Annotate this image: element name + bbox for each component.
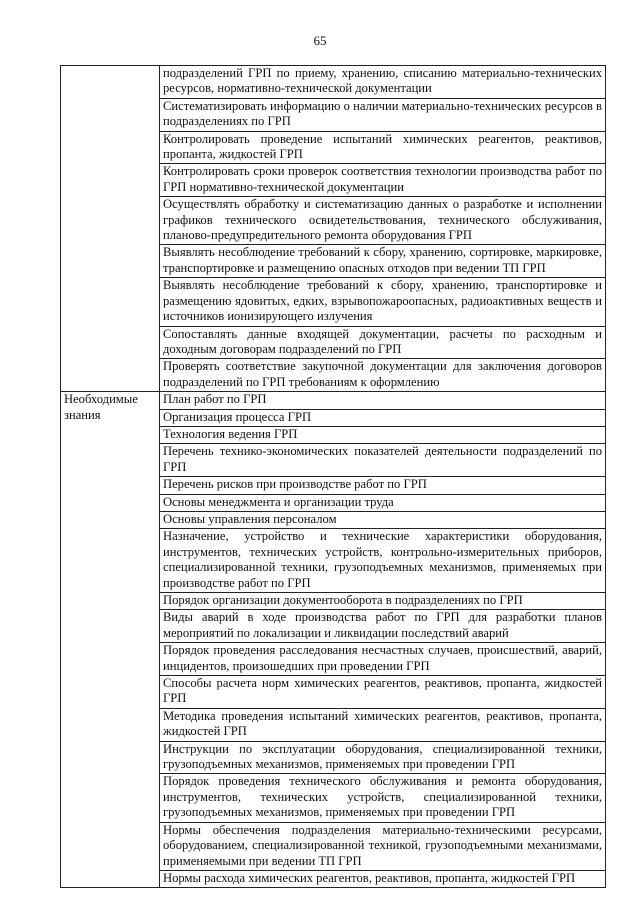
knowledge-cell: План работ по ГРП [160, 392, 606, 409]
knowledge-cell: Методика проведения испытаний химических реагентов, реактивов, пропанта, жидкостей ГРП [160, 708, 606, 741]
skill-cell: Осуществлять обработку и систематизацию данных о разработке и исполнении графиков технического освидетельствования, технического обслуживания, планово-предупредительного ремонта оборудования ГРП [160, 197, 606, 245]
page-number: 65 [313, 33, 327, 48]
knowledge-cell: Виды аварий в ходе производства работ по ГРП для разработки планов мероприятий по локализации и ликвидации последствий аварий [160, 610, 606, 643]
skill-cell: Контролировать проведение испытаний химических реагентов, реактивов, пропанта, жидкостей ГРП [160, 131, 606, 164]
knowledge-cell: Организация процесса ГРП [160, 409, 606, 426]
knowledge-cell: Нормы обеспечения подразделения материально-техническими ресурсами, оборудованием, специализированной техникой, грузоподъемными механизмами, применяемыми при ведении ТП ГРП [160, 822, 606, 870]
skill-cell: Контролировать сроки проверок соответствия технологии производства работ по ГРП нормативно-технической документации [160, 164, 606, 197]
knowledge-cell: Порядок проведения технического обслуживания и ремонта оборудования, инструментов, технических устройств, специализированной техники, грузоподъемных механизмов, применяемых при проведении ГРП [160, 774, 606, 822]
skill-cell: подразделений ГРП по приему, хранению, списанию материально-технических ресурсов, нормативно-технической документации [160, 66, 606, 99]
knowledge-cell: Технология ведения ГРП [160, 426, 606, 443]
knowledge-cell: Основы управления персоналом [160, 511, 606, 528]
table-row [61, 392, 606, 409]
skill-cell: Выявлять несоблюдение требований к сбору, хранению, транспортировке и размещению ядовитых, едких, взрывопожароопасных, радиоактивных веществ и источников ионизирующего излучения [160, 278, 606, 326]
knowledge-cell: Инструкции по эксплуатации оборудования, специализированной техники, грузоподъемных механизмов, применяемых при проведении ГРП [160, 741, 606, 774]
skill-cell: Проверять соответствие закупочной документации для заключения договоров подразделений по ГРП требованиям к оформлению [160, 359, 606, 392]
skill-cell: Сопоставлять данные входящей документации, расчеты по расходным и доходным договорам подразделений по ГРП [160, 326, 606, 359]
skills-label-cell [61, 66, 160, 392]
knowledge-cell: Нормы расхода химических реагентов, реактивов, пропанта, жидкостей ГРП [160, 870, 606, 887]
knowledge-cell: Перечень технико-экономических показателей деятельности подразделений по ГРП [160, 444, 606, 477]
knowledge-cell: Основы менеджмента и организации труда [160, 494, 606, 511]
knowledge-cell: Способы расчета норм химических реагентов, реактивов, пропанта, жидкостей ГРП [160, 676, 606, 709]
knowledge-cell: Перечень рисков при производстве работ по ГРП [160, 477, 606, 494]
table-row [61, 66, 606, 99]
skill-cell: Выявлять несоблюдение требований к сбору, хранению, сортировке, маркировке, транспортировке и размещению опасных отходов при ведении ТП ГРП [160, 245, 606, 278]
requirements-table [60, 65, 606, 888]
knowledge-label: Необходимые знания [61, 392, 160, 888]
skill-cell: Систематизировать информацию о наличии материально-технических ресурсов в подразделениях по ГРП [160, 98, 606, 131]
knowledge-cell: Назначение, устройство и технические характеристики оборудования, инструментов, технических устройств, контрольно-измерительных приборов, специализированной техники, грузоподъемных механизмов, применяемых при производстве работ по ГРП [160, 529, 606, 593]
knowledge-cell: Порядок проведения расследования несчастных случаев, происшествий, аварий, инцидентов, произошедших при проведении ГРП [160, 643, 606, 676]
knowledge-cell: Порядок организации документооборота в подразделениях по ГРП [160, 593, 606, 610]
